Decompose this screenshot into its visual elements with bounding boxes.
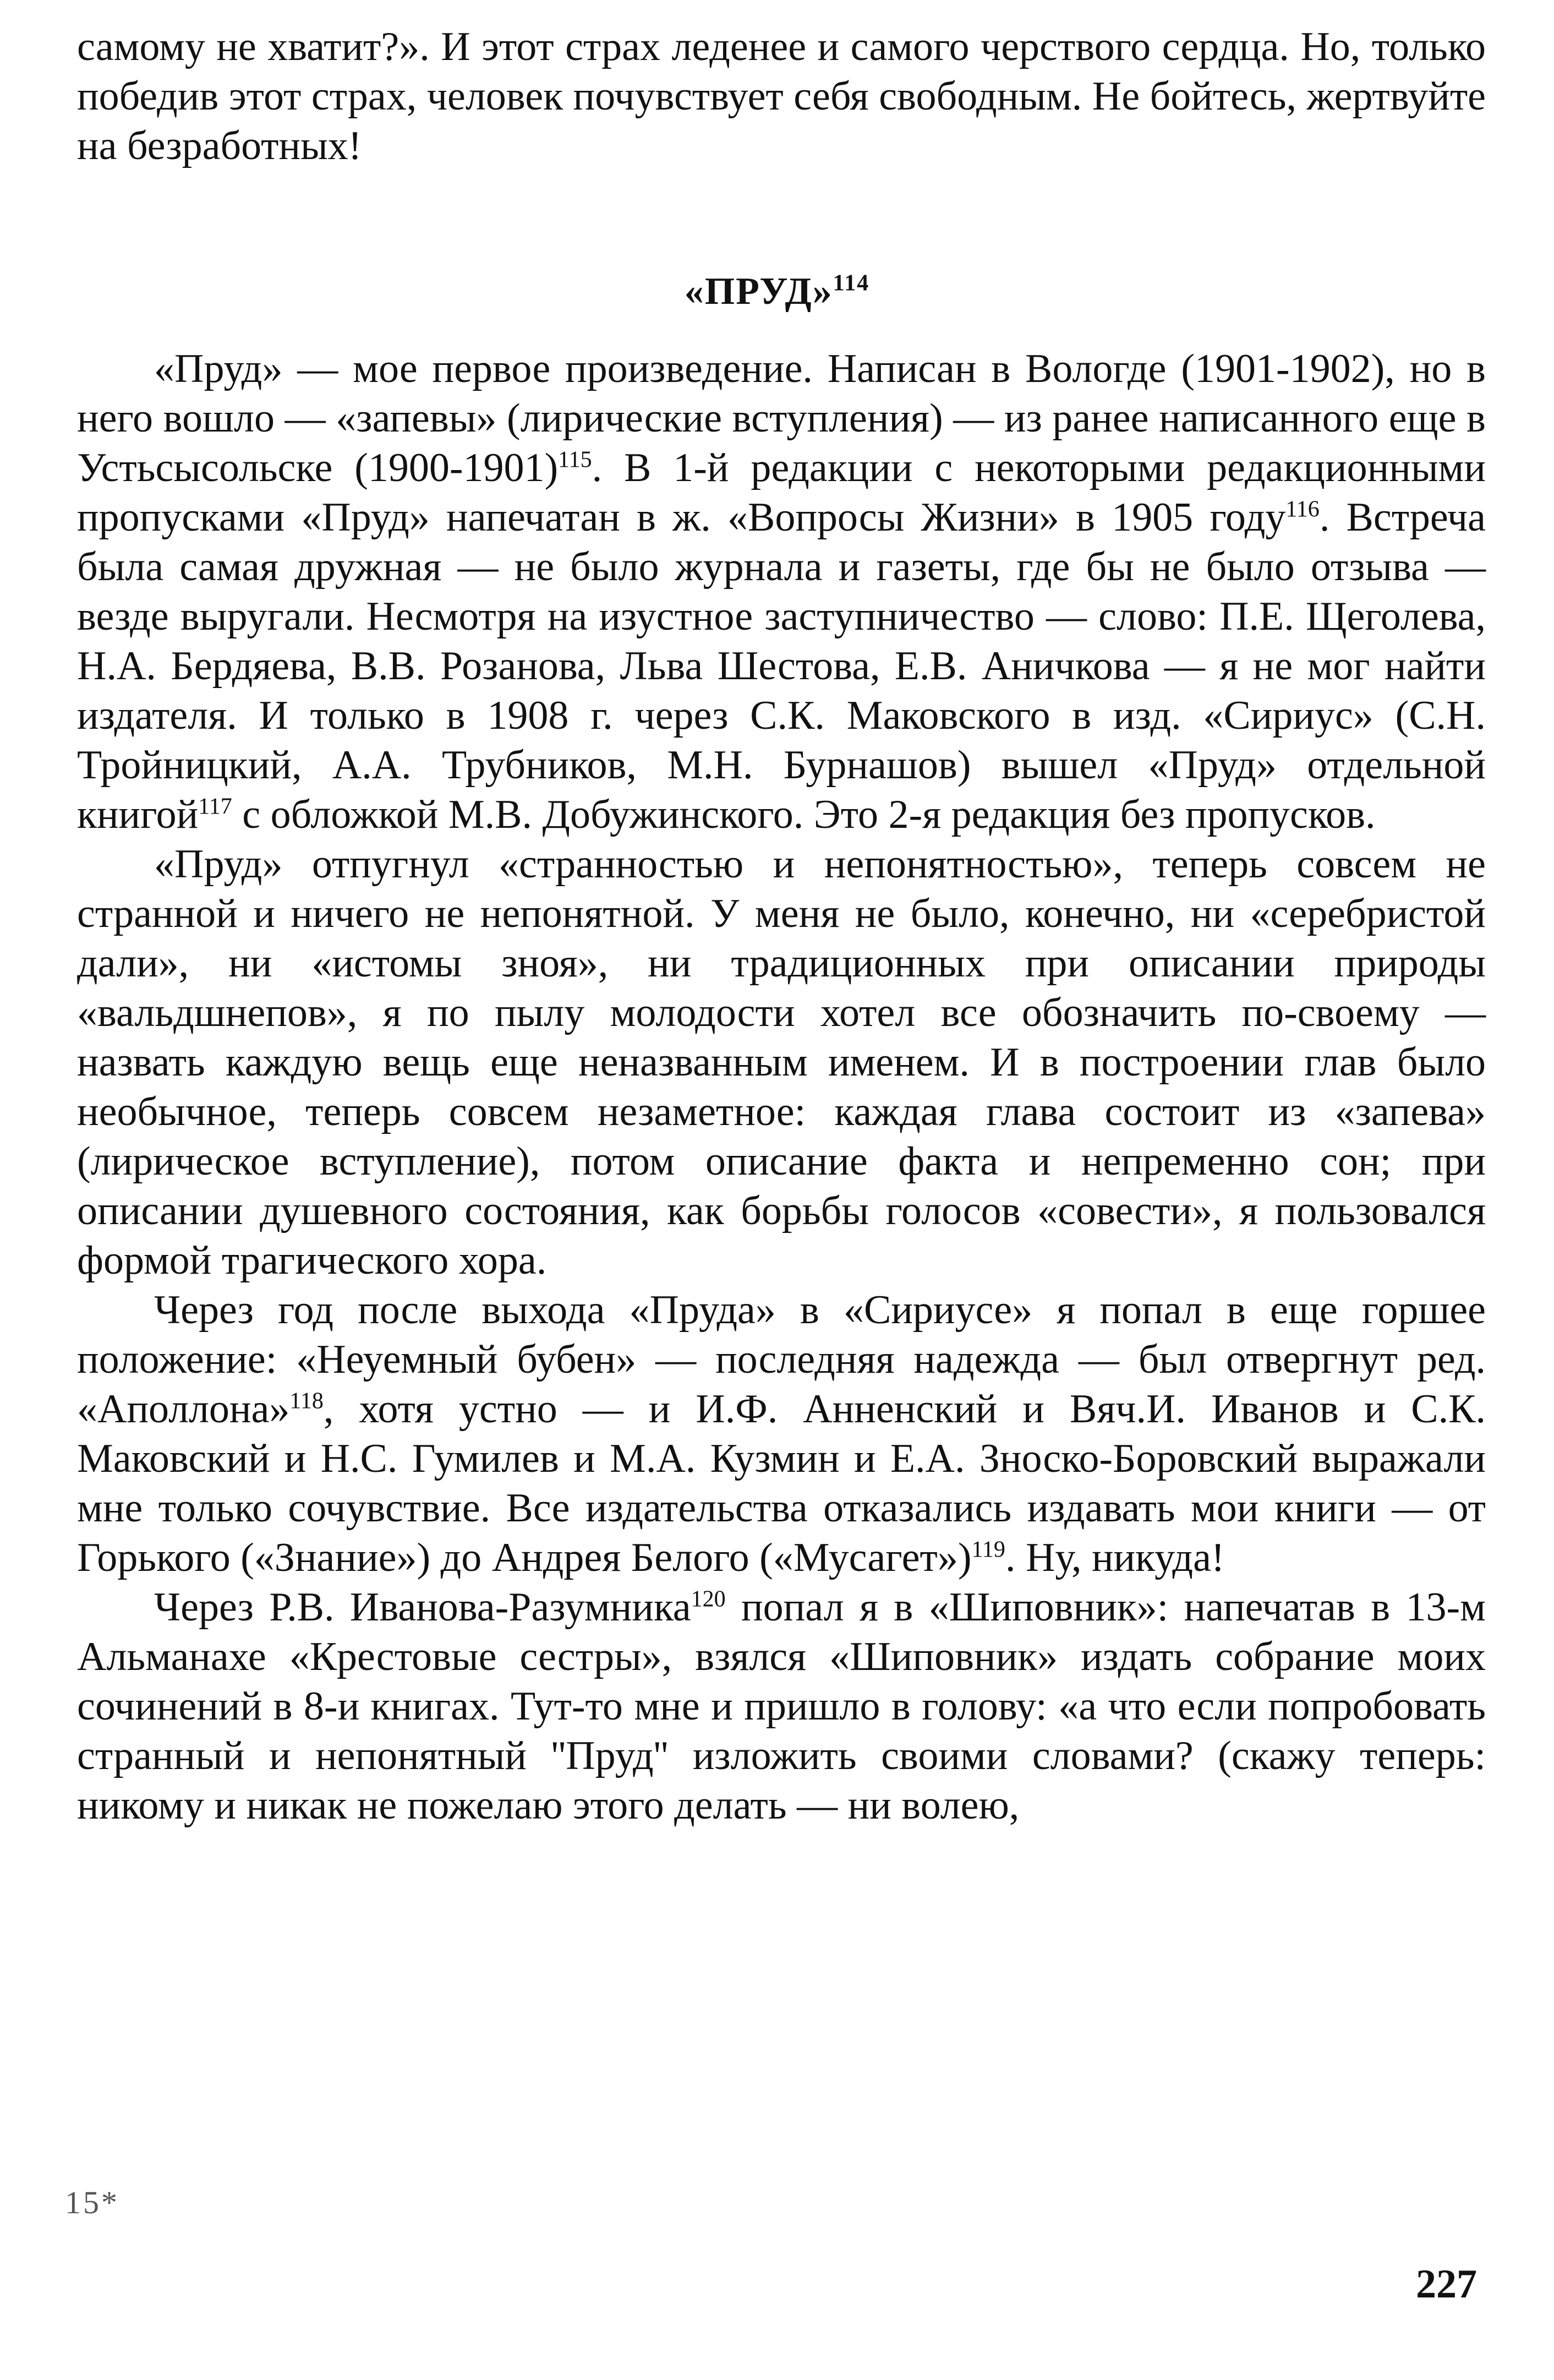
opening-paragraph: самому не хватит?». И этот страх леденее и самого черствого сердца. Но, только победив этот страх, человек почувствует себя свободным. Не бойтесь, жертвуйте на безработных! [77,24,1486,168]
footnote-ref-120: 120 [691,1586,726,1612]
opening-text-block [77,22,1486,171]
paragraph-4 [77,1582,1486,1830]
paragraph-3-part-1: Через год после выхода «Пруда» в «Сириусе» я попал в еще горшее положение: «Неуемный бубен» — последняя надежда — был отвергнут ред. «Аполлона» [77,1287,1486,1432]
paragraph-1-part-1: «Пруд» — мое первое произведение. Написан в Вологде (1901-1902), но в него вошло — «запевы» (лирические вступления) — из ранее написанного еще в Устьсысольске (1900-1901) [77,346,1486,490]
page-number: 227 [1416,2262,1477,2307]
paragraph-3-part-3: . Ну, никуда! [1005,1535,1225,1580]
footnote-ref-118: 118 [289,1388,324,1414]
footnote-ref-116: 116 [1285,496,1320,522]
paragraph-4-part-1: Через Р.В. Иванова-Разумника [154,1585,691,1630]
paragraph-3-part-2: , хотя устно — и И.Ф. Анненский и Вяч.И. Иванов и С.К. Маковский и Н.С. Гумилев и М.А. Кузмин и Е.А. Зноско-Боровский выражали мне только сочувствие. Все издательства отказались издавать мои книги — от Горького («Знание») до Андрея Белого («Мусагет») [77,1386,1486,1580]
footnote-ref-119: 119 [971,1537,1005,1563]
paragraph-3 [77,1285,1486,1582]
main-text-block [77,344,1486,1830]
paragraph-1-part-2: . В 1-й редакции с некоторыми редакционными пропусками «Пруд» напечатан в ж. «Вопросы Жизни» в 1905 году [77,445,1486,540]
printer-signature-mark: 15* [65,2185,119,2220]
paragraph-4-part-2: попал я в «Шиповник»: напечатав в 13-м Альманахе «Крестовые сестры», взялся «Шиповник» издать собрание моих сочинений в 8-и книгах. Тут-то мне и пришло в голову: «а что если попробовать странный и непонятный ''Пруд'' изложить своими словами? (скажу теперь: никому и никак не пожелаю этого делать — ни волею, [77,1585,1486,1828]
paragraph-1-part-3: . Встреча была самая дружная — не было журнала и газеты, где бы не было отзыва — везде выругали. Несмотря на изустное заступничество — слово: П.Е. Щеголева, Н.А. Бердяева, В.В. Розанова, Льва Шестова, Е.В. Аничкова — я не мог найти издателя. И только в 1908 г. через С.К. Маковского в изд. «Сириус» (С.Н. Тройницкий, А.А. Трубников, М.Н. Бурнашов) вышел «Пруд» отдельной книгой [77,495,1486,837]
paragraph-2: «Пруд» отпугнул «странностью и непонятностью», теперь совсем не странной и ничего не непонятной. У меня не было, конечно, ни «серебристой дали», ни «истомы зноя», ни традиционных при описании природы «вальдшнепов», я по пылу молодости хотел все обозначить по-своему — назвать каждую вещь еще неназванным именем. И в построении глав было необычное, теперь совсем незаметное: каждая глава состоит из «запева» (лирическое вступление), потом описание факта и непременно сон; при описании душевного состояния, как борьбы голосов «совести», я пользовался формой трагического хора. [77,842,1486,1283]
paragraph-1-part-4: с обложкой М.В. Добужинского. Это 2-я редакция без пропусков. [232,792,1376,837]
footnote-ref-117: 117 [198,794,232,820]
paragraph-1 [77,344,1486,839]
section-title [0,270,1554,314]
section-title-footnote-ref: 114 [833,270,870,296]
section-title-text: «ПРУД» [684,270,833,313]
footnote-ref-115: 115 [558,447,592,473]
